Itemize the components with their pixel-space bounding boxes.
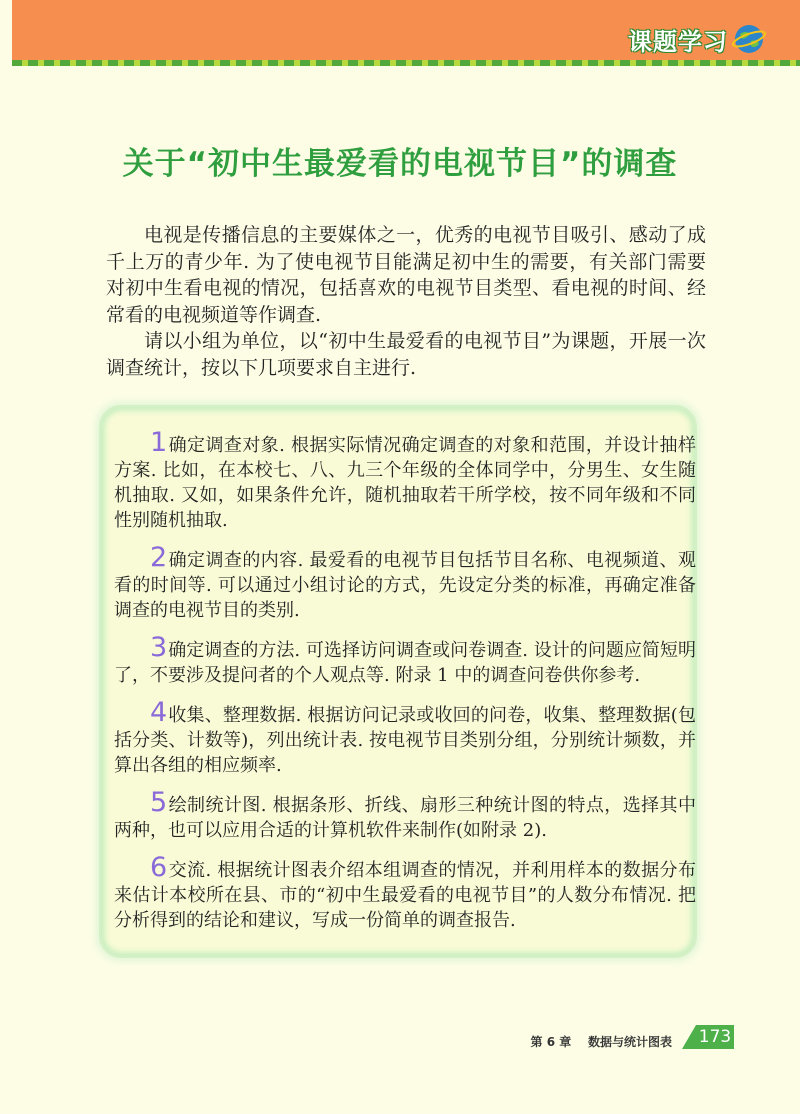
step-number: 3 — [150, 632, 168, 663]
step-number: 2 — [150, 542, 168, 573]
step-text: 绘制统计图. 根据条形、折线、扇形三种统计图的特点，选择其中两种，也可以应用合适的计算机软件来制作(如附录 2). — [114, 795, 696, 841]
step-item — [114, 427, 696, 533]
intro-text — [106, 222, 706, 381]
step-text: 收集、整理数据. 根据访问记录或收回的问卷，收集、整理数据(包括分类、计数等)，列出统计表. 按电视节目类别分组，分别统计频数，并算出各组的相应频率. — [114, 705, 696, 776]
step-number: 5 — [150, 787, 168, 818]
page-title: 关于“初中生最爱看的电视节目”的调查 — [122, 146, 678, 182]
page-number-tab — [682, 1025, 696, 1049]
chapter-label — [531, 1033, 672, 1050]
step-number: 1 — [150, 427, 168, 458]
step-item — [114, 542, 696, 623]
step-number: 6 — [150, 852, 168, 883]
page-number: 173 — [696, 1025, 734, 1049]
intro-paragraph: 电视是传播信息的主要媒体之一，优秀的电视节目吸引、感动了成千上万的青少年. 为了使电视节目能满足初中生的需要，有关部门需要对初中生看电视的情况，包括喜欢的电视节目类型、看电视的时间、经常看的电视频道等作调查. — [106, 224, 706, 326]
section-tag — [628, 22, 766, 56]
intro-paragraph: 请以小组为单位，以“初中生最爱看的电视节目”为课题，开展一次调查统计，按以下几项要求自主进行. — [106, 330, 706, 379]
chapter-title: 数据与统计图表 — [587, 1035, 672, 1049]
header-stripe — [12, 60, 800, 66]
step-text: 确定调查的内容. 最爱看的电视节目包括节目名称、电视频道、观看的时间等. 可以通过小组讨论的方式，先设定分类的标准，再确定准备调查的电视节目的类别. — [114, 550, 696, 621]
chapter-number: 第 6 章 — [530, 1035, 572, 1049]
step-item — [114, 787, 696, 843]
steps-list — [114, 427, 696, 945]
section-tag-label: 课题学习 — [628, 27, 728, 56]
step-item — [114, 697, 696, 778]
globe-icon — [732, 22, 766, 56]
step-text: 确定调查的方法. 可选择访问调查或问卷调查. 设计的问题应简短明了，不要涉及提问者的个人观点等. 附录 1 中的调查问卷供你参考. — [114, 640, 696, 686]
step-item — [114, 852, 696, 933]
step-text: 交流. 根据统计图表介绍本组调查的情况，并利用样本的数据分布来估计本校所在县、市的“初中生最爱看的电视节目”的人数分布情况. 把分析得到的结论和建议，写成一份简单的调查报告. — [114, 860, 696, 931]
step-number: 4 — [150, 697, 168, 728]
step-item — [114, 632, 696, 688]
step-text: 确定调查对象. 根据实际情况确定调查的对象和范围，并设计抽样方案. 比如，在本校七、八、九三个年级的全体同学中，分男生、女生随机抽取. 又如，如果条件允许，随机抽取若干所学校，按不同年级和不同性别随机抽取. — [114, 435, 696, 531]
